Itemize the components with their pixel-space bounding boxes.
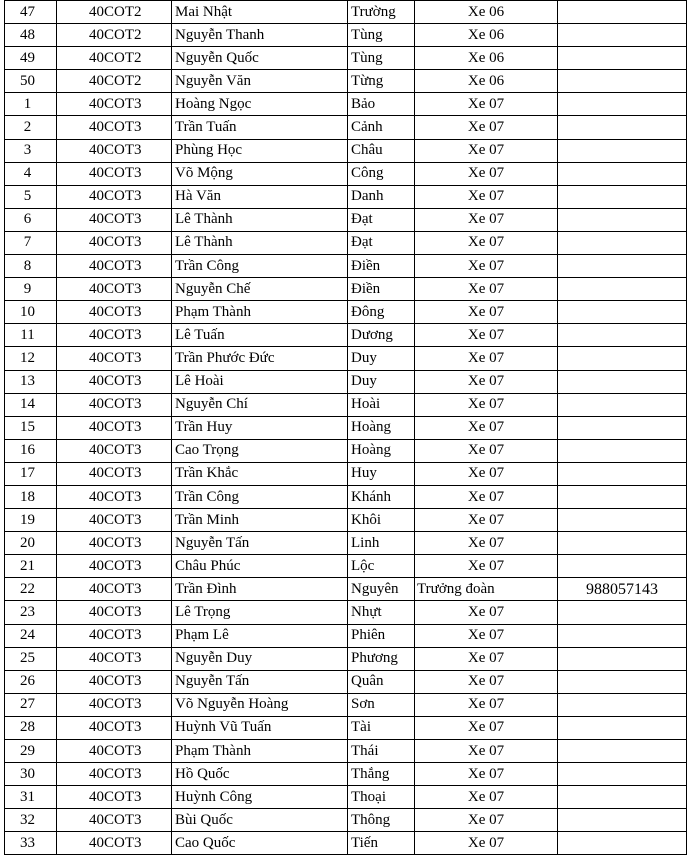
class-code-cell: 40COT3	[57, 693, 172, 716]
table-row	[5, 370, 687, 393]
row-number-cell: 15	[5, 416, 57, 439]
bus-assignment-cell: Xe 07	[415, 786, 558, 809]
bus-assignment-cell: Xe 07	[415, 93, 558, 116]
bus-assignment-cell: Xe 07	[415, 647, 558, 670]
table-row	[5, 693, 687, 716]
given-name-cell: Linh	[348, 532, 415, 555]
table-row	[5, 555, 687, 578]
family-name-cell: Phạm Lê	[172, 624, 348, 647]
class-code-cell: 40COT3	[57, 509, 172, 532]
table-row	[5, 162, 687, 185]
family-name-cell: Trần Công	[172, 255, 348, 278]
bus-assignment-cell: Xe 07	[415, 532, 558, 555]
bus-assignment-cell: Xe 06	[415, 47, 558, 70]
given-name-cell: Nguyên	[348, 578, 415, 601]
row-number-cell: 33	[5, 832, 57, 855]
row-number-cell: 16	[5, 439, 57, 462]
phone-cell	[558, 832, 687, 855]
family-name-cell: Võ Mộng	[172, 162, 348, 185]
student-list-table	[4, 0, 687, 855]
bus-assignment-cell: Xe 07	[415, 555, 558, 578]
given-name-cell: Trường	[348, 1, 415, 24]
phone-cell	[558, 1, 687, 24]
given-name-cell: Huy	[348, 462, 415, 485]
given-name-cell: Thoại	[348, 786, 415, 809]
class-code-cell: 40COT3	[57, 116, 172, 139]
bus-assignment-cell: Xe 07	[415, 393, 558, 416]
phone-cell	[558, 47, 687, 70]
family-name-cell: Trần Khắc	[172, 462, 348, 485]
row-number-cell: 28	[5, 716, 57, 739]
phone-cell	[558, 555, 687, 578]
table-row	[5, 185, 687, 208]
table-row	[5, 1, 687, 24]
phone-cell	[558, 24, 687, 47]
bus-assignment-cell: Xe 07	[415, 740, 558, 763]
phone-cell	[558, 740, 687, 763]
bus-assignment-cell: Xe 07	[415, 670, 558, 693]
table-row	[5, 809, 687, 832]
row-number-cell: 8	[5, 255, 57, 278]
phone-cell	[558, 509, 687, 532]
given-name-cell: Công	[348, 162, 415, 185]
row-number-cell: 24	[5, 624, 57, 647]
row-number-cell: 50	[5, 70, 57, 93]
given-name-cell: Sơn	[348, 693, 415, 716]
family-name-cell: Trần Đình	[172, 578, 348, 601]
bus-assignment-cell: Xe 07	[415, 809, 558, 832]
given-name-cell: Đạt	[348, 208, 415, 231]
phone-cell	[558, 485, 687, 508]
row-number-cell: 31	[5, 786, 57, 809]
bus-assignment-cell: Xe 06	[415, 70, 558, 93]
class-code-cell: 40COT3	[57, 532, 172, 555]
family-name-cell: Mai Nhật	[172, 1, 348, 24]
bus-assignment-cell: Xe 07	[415, 716, 558, 739]
table-row	[5, 47, 687, 70]
row-number-cell: 48	[5, 24, 57, 47]
class-code-cell: 40COT3	[57, 324, 172, 347]
table-row	[5, 462, 687, 485]
family-name-cell: Lê Thành	[172, 231, 348, 254]
given-name-cell: Bảo	[348, 93, 415, 116]
phone-cell	[558, 439, 687, 462]
class-code-cell: 40COT3	[57, 832, 172, 855]
table-row	[5, 301, 687, 324]
given-name-cell: Duy	[348, 347, 415, 370]
phone-cell	[558, 231, 687, 254]
bus-assignment-cell: Trưởng đoàn	[415, 578, 558, 601]
row-number-cell: 25	[5, 647, 57, 670]
class-code-cell: 40COT2	[57, 47, 172, 70]
row-number-cell: 9	[5, 278, 57, 301]
row-number-cell: 11	[5, 324, 57, 347]
given-name-cell: Tiến	[348, 832, 415, 855]
given-name-cell: Nhựt	[348, 601, 415, 624]
family-name-cell: Châu Phúc	[172, 555, 348, 578]
class-code-cell: 40COT3	[57, 555, 172, 578]
class-code-cell: 40COT3	[57, 347, 172, 370]
row-number-cell: 27	[5, 693, 57, 716]
family-name-cell: Võ Nguyễn Hoàng	[172, 693, 348, 716]
family-name-cell: Nguyễn Văn	[172, 70, 348, 93]
phone-cell	[558, 116, 687, 139]
family-name-cell: Lê Trọng	[172, 601, 348, 624]
given-name-cell: Khôi	[348, 509, 415, 532]
row-number-cell: 49	[5, 47, 57, 70]
family-name-cell: Huỳnh Công	[172, 786, 348, 809]
class-code-cell: 40COT2	[57, 70, 172, 93]
family-name-cell: Phùng Học	[172, 139, 348, 162]
table-row	[5, 485, 687, 508]
family-name-cell: Phạm Thành	[172, 740, 348, 763]
phone-cell	[558, 647, 687, 670]
given-name-cell: Danh	[348, 185, 415, 208]
family-name-cell: Trần Tuấn	[172, 116, 348, 139]
bus-assignment-cell: Xe 07	[415, 485, 558, 508]
phone-cell	[558, 416, 687, 439]
family-name-cell: Nguyễn Thanh	[172, 24, 348, 47]
family-name-cell: Nguyễn Chí	[172, 393, 348, 416]
phone-cell	[558, 301, 687, 324]
given-name-cell: Khánh	[348, 485, 415, 508]
family-name-cell: Lê Tuấn	[172, 324, 348, 347]
row-number-cell: 1	[5, 93, 57, 116]
phone-cell	[558, 93, 687, 116]
phone-cell	[558, 162, 687, 185]
class-code-cell: 40COT3	[57, 301, 172, 324]
bus-assignment-cell: Xe 07	[415, 693, 558, 716]
row-number-cell: 19	[5, 509, 57, 532]
given-name-cell: Hoàng	[348, 416, 415, 439]
table-row	[5, 763, 687, 786]
class-code-cell: 40COT3	[57, 439, 172, 462]
row-number-cell: 13	[5, 370, 57, 393]
family-name-cell: Nguyễn Tấn	[172, 670, 348, 693]
table-row	[5, 832, 687, 855]
given-name-cell: Đông	[348, 301, 415, 324]
phone-cell	[558, 809, 687, 832]
family-name-cell: Trần Phước Đức	[172, 347, 348, 370]
phone-cell	[558, 763, 687, 786]
given-name-cell: Tùng	[348, 47, 415, 70]
class-code-cell: 40COT3	[57, 601, 172, 624]
given-name-cell: Thắng	[348, 763, 415, 786]
table-row	[5, 70, 687, 93]
given-name-cell: Châu	[348, 139, 415, 162]
family-name-cell: Lê Thành	[172, 208, 348, 231]
row-number-cell: 10	[5, 301, 57, 324]
row-number-cell: 2	[5, 116, 57, 139]
phone-cell	[558, 693, 687, 716]
class-code-cell: 40COT3	[57, 393, 172, 416]
row-number-cell: 22	[5, 578, 57, 601]
given-name-cell: Hoàng	[348, 439, 415, 462]
table-row	[5, 786, 687, 809]
given-name-cell: Phương	[348, 647, 415, 670]
row-number-cell: 4	[5, 162, 57, 185]
family-name-cell: Cao Trọng	[172, 439, 348, 462]
class-code-cell: 40COT3	[57, 370, 172, 393]
family-name-cell: Trần Công	[172, 485, 348, 508]
given-name-cell: Phiên	[348, 624, 415, 647]
bus-assignment-cell: Xe 07	[415, 347, 558, 370]
row-number-cell: 7	[5, 231, 57, 254]
phone-cell	[558, 601, 687, 624]
given-name-cell: Quân	[348, 670, 415, 693]
bus-assignment-cell: Xe 06	[415, 1, 558, 24]
phone-cell	[558, 208, 687, 231]
family-name-cell: Nguyễn Chế	[172, 278, 348, 301]
class-code-cell: 40COT3	[57, 740, 172, 763]
row-number-cell: 14	[5, 393, 57, 416]
row-number-cell: 21	[5, 555, 57, 578]
bus-assignment-cell: Xe 07	[415, 185, 558, 208]
table-body	[5, 1, 687, 855]
class-code-cell: 40COT3	[57, 462, 172, 485]
class-code-cell: 40COT3	[57, 231, 172, 254]
table-row	[5, 324, 687, 347]
row-number-cell: 26	[5, 670, 57, 693]
table-row	[5, 255, 687, 278]
row-number-cell: 47	[5, 1, 57, 24]
class-code-cell: 40COT3	[57, 185, 172, 208]
table-row	[5, 347, 687, 370]
phone-cell	[558, 462, 687, 485]
phone-cell	[558, 786, 687, 809]
table-row	[5, 578, 687, 601]
table-row	[5, 509, 687, 532]
bus-assignment-cell: Xe 07	[415, 301, 558, 324]
bus-assignment-cell: Xe 07	[415, 509, 558, 532]
class-code-cell: 40COT3	[57, 647, 172, 670]
phone-cell	[558, 370, 687, 393]
class-code-cell: 40COT3	[57, 786, 172, 809]
class-code-cell: 40COT3	[57, 208, 172, 231]
table-row	[5, 740, 687, 763]
family-name-cell: Nguyễn Duy	[172, 647, 348, 670]
row-number-cell: 12	[5, 347, 57, 370]
table-row	[5, 439, 687, 462]
family-name-cell: Phạm Thành	[172, 301, 348, 324]
row-number-cell: 23	[5, 601, 57, 624]
given-name-cell: Lộc	[348, 555, 415, 578]
table-row	[5, 670, 687, 693]
table-row	[5, 24, 687, 47]
phone-cell	[558, 716, 687, 739]
row-number-cell: 18	[5, 485, 57, 508]
given-name-cell: Hoài	[348, 393, 415, 416]
table-row	[5, 139, 687, 162]
table-row	[5, 93, 687, 116]
bus-assignment-cell: Xe 07	[415, 832, 558, 855]
row-number-cell: 20	[5, 532, 57, 555]
bus-assignment-cell: Xe 07	[415, 416, 558, 439]
class-code-cell: 40COT2	[57, 24, 172, 47]
given-name-cell: Tùng	[348, 24, 415, 47]
bus-assignment-cell: Xe 07	[415, 324, 558, 347]
bus-assignment-cell: Xe 06	[415, 24, 558, 47]
bus-assignment-cell: Xe 07	[415, 139, 558, 162]
given-name-cell: Điền	[348, 255, 415, 278]
bus-assignment-cell: Xe 07	[415, 208, 558, 231]
bus-assignment-cell: Xe 07	[415, 763, 558, 786]
table-row	[5, 393, 687, 416]
class-code-cell: 40COT2	[57, 1, 172, 24]
family-name-cell: Trần Huy	[172, 416, 348, 439]
bus-assignment-cell: Xe 07	[415, 462, 558, 485]
class-code-cell: 40COT3	[57, 93, 172, 116]
table-row	[5, 601, 687, 624]
bus-assignment-cell: Xe 07	[415, 255, 558, 278]
given-name-cell: Tài	[348, 716, 415, 739]
table-row	[5, 278, 687, 301]
class-code-cell: 40COT3	[57, 578, 172, 601]
table-row	[5, 208, 687, 231]
table-row	[5, 231, 687, 254]
row-number-cell: 3	[5, 139, 57, 162]
row-number-cell: 6	[5, 208, 57, 231]
family-name-cell: Hoàng Ngọc	[172, 93, 348, 116]
bus-assignment-cell: Xe 07	[415, 624, 558, 647]
given-name-cell: Dương	[348, 324, 415, 347]
row-number-cell: 29	[5, 740, 57, 763]
bus-assignment-cell: Xe 07	[415, 116, 558, 139]
given-name-cell: Cảnh	[348, 116, 415, 139]
given-name-cell: Đạt	[348, 231, 415, 254]
family-name-cell: Hồ Quốc	[172, 763, 348, 786]
phone-cell	[558, 70, 687, 93]
class-code-cell: 40COT3	[57, 809, 172, 832]
given-name-cell: Từng	[348, 70, 415, 93]
row-number-cell: 5	[5, 185, 57, 208]
phone-cell	[558, 139, 687, 162]
phone-cell	[558, 185, 687, 208]
family-name-cell: Hà Văn	[172, 185, 348, 208]
bus-assignment-cell: Xe 07	[415, 162, 558, 185]
table-row	[5, 416, 687, 439]
phone-cell: 988057143	[558, 578, 687, 601]
class-code-cell: 40COT3	[57, 139, 172, 162]
phone-cell	[558, 393, 687, 416]
family-name-cell: Trần Minh	[172, 509, 348, 532]
family-name-cell: Bùi Quốc	[172, 809, 348, 832]
table-row	[5, 647, 687, 670]
phone-cell	[558, 532, 687, 555]
family-name-cell: Huỳnh Vũ Tuấn	[172, 716, 348, 739]
bus-assignment-cell: Xe 07	[415, 601, 558, 624]
family-name-cell: Lê Hoài	[172, 370, 348, 393]
phone-cell	[558, 670, 687, 693]
given-name-cell: Duy	[348, 370, 415, 393]
phone-cell	[558, 324, 687, 347]
given-name-cell: Thông	[348, 809, 415, 832]
given-name-cell: Điền	[348, 278, 415, 301]
row-number-cell: 32	[5, 809, 57, 832]
class-code-cell: 40COT3	[57, 624, 172, 647]
table-row	[5, 532, 687, 555]
phone-cell	[558, 278, 687, 301]
given-name-cell: Thái	[348, 740, 415, 763]
bus-assignment-cell: Xe 07	[415, 370, 558, 393]
class-code-cell: 40COT3	[57, 278, 172, 301]
class-code-cell: 40COT3	[57, 670, 172, 693]
table-row	[5, 116, 687, 139]
table-row	[5, 716, 687, 739]
bus-assignment-cell: Xe 07	[415, 231, 558, 254]
family-name-cell: Cao Quốc	[172, 832, 348, 855]
family-name-cell: Nguyễn Quốc	[172, 47, 348, 70]
class-code-cell: 40COT3	[57, 162, 172, 185]
phone-cell	[558, 255, 687, 278]
class-code-cell: 40COT3	[57, 485, 172, 508]
row-number-cell: 30	[5, 763, 57, 786]
class-code-cell: 40COT3	[57, 255, 172, 278]
bus-assignment-cell: Xe 07	[415, 439, 558, 462]
phone-cell	[558, 347, 687, 370]
table-row	[5, 624, 687, 647]
class-code-cell: 40COT3	[57, 763, 172, 786]
class-code-cell: 40COT3	[57, 416, 172, 439]
class-code-cell: 40COT3	[57, 716, 172, 739]
bus-assignment-cell: Xe 07	[415, 278, 558, 301]
row-number-cell: 17	[5, 462, 57, 485]
phone-cell	[558, 624, 687, 647]
family-name-cell: Nguyễn Tấn	[172, 532, 348, 555]
